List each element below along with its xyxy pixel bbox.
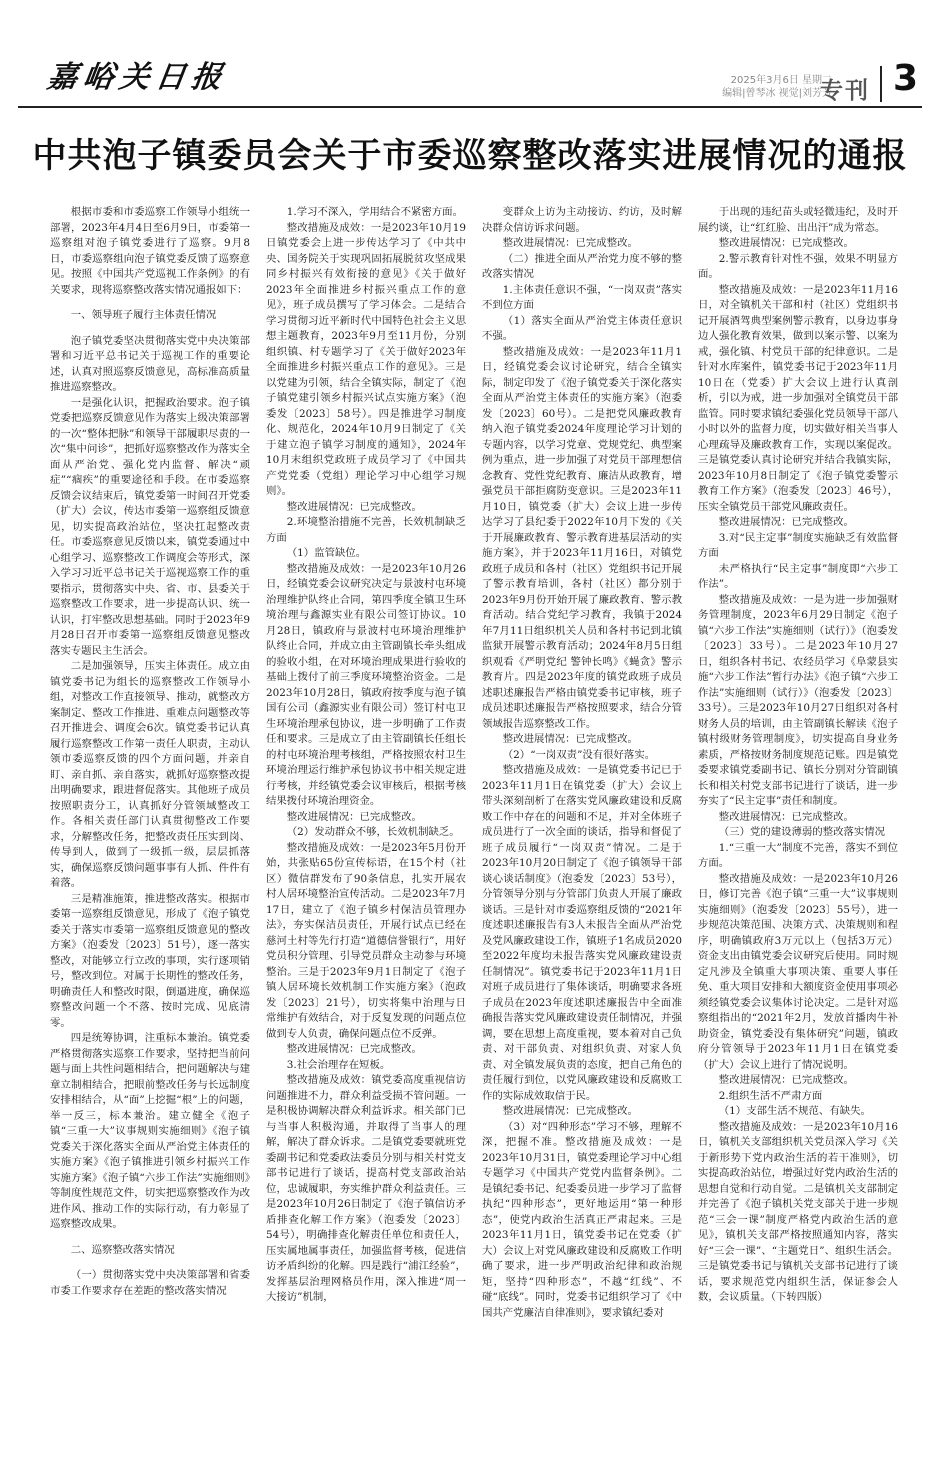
paragraph: 于出现的违纪苗头或轻微违纪，及时开展约谈，让“红红脸、出出汗”成为常态。: [698, 206, 898, 234]
masthead-rule: [18, 106, 922, 108]
paragraph: 四是统筹协调，注重标本兼治。镇党委严格贯彻落实巡察工作要求，坚持把当前问题与面上共性问题相结合，把问题解决与建章立制相结合，把眼前整改任务与长远制度安排相结合，从“面”上挖掘“根”上的问题，举一反三，标本兼治。建立健全《泡子镇“三重一大”议事规则实施细则》《泡子镇党委关于深化落实全面从严治党主体责任的实施方案》《泡子镇推进引领乡村振兴工作实施方案》《泡子镇“六步工作法”实施细则》等制度性规范文件，切实把巡察整改作为改进作风、推动工作的实际行动，有力彰显了巡察整改成果。: [50, 1032, 250, 1230]
editors-line: 编辑|曾琴冰 视觉|刘芳芳: [722, 88, 832, 99]
paragraph: 二是加强领导，压实主体责任。成立由镇党委书记为组长的巡察整改工作领导小组，对整改工作直接领导、推动，就整改方案制定、整改工作推进、重难点问题整改等召开推进会、调度会6次。镇党委书记认真履行巡察整改工作第一责任人职责，主动认领市委巡察反馈的四个方面问题，并亲自盯、亲自抓、亲自落实，就抓好巡察整改提出明确要求，跟进督促落实。其他班子成员按照职责分工，认真抓好分管领域整改工作。各相关责任部门认真贯彻整改工作要求，分解整改任务，把整改责任压实到岗、传导到人，做到了一级抓一级，层层抓落实，确保巡察反馈问题事事有人抓、件件有着落。: [50, 660, 250, 889]
paragraph: 根据市委和市委巡察工作领导小组统一部署，2023年4月4日至6月9日，市委第一巡察组对泡子镇党委进行了巡察。9月8日，市委巡察组向泡子镇党委反馈了巡察意见。按照《中国共产党巡视工作条例》的有关要求，现将巡察整改落实情况通报如下：: [50, 206, 250, 296]
paragraph: （1）落实全面从严治党主体责任意识不强。: [482, 314, 682, 342]
paragraph: （一）贯彻落实党中央决策部署和省委市委工作要求存在差距的整改落实情况: [50, 1269, 250, 1297]
paragraph: （2）发动群众不够，长效机制缺乏。: [286, 826, 460, 838]
paragraph: 3.对“民主定事”制度实施缺乏有效监督方面: [698, 531, 898, 559]
column-1: [50, 205, 250, 1460]
paragraph: （2）“一岗双责”没有很好落实。: [502, 748, 656, 761]
paragraph: 整改进展情况：已完成整改。: [502, 237, 638, 249]
paragraph: 泡子镇党委坚决贯彻落实党中央决策部署和习近平总书记关于巡视工作的重要论述，认真对照巡察反馈意见，高标准高质量推进巡察整改。: [50, 334, 250, 393]
paragraph: 2.警示教育针对性不强，效果不明显方面。: [698, 252, 898, 280]
column-3: [482, 205, 682, 1460]
paragraph: 整改进展情况：已完成整改。: [286, 810, 422, 823]
paragraph: 1.学习不深入，学用结合不紧密方面。: [286, 206, 463, 218]
paragraph: 整改进展情况：已完成整改。: [502, 733, 638, 745]
issue-date: 2025年3月6日 星期二: [730, 75, 832, 86]
section-heading: 一、领导班子履行主体责任情况: [70, 309, 217, 321]
paragraph: （1）监管缺位。: [286, 547, 367, 559]
masthead: [18, 52, 922, 106]
paragraph: 整改措施及成效：一是2023年10月26日，经镇党委会议研究决定与景波村屯环境治理维护队终止合同，第四季度全镇卫生环境治理与鑫源实业有限公司签订协议。10月28日，镇政府与景波村屯环境治理维护队终止合同，并成立由主管副镇长牵头组成的验收小组，在对环境治理成果进行验收的基础上拨付了前三季度环境整治资金。二是2023年10月28日，镇政府按季度与泡子镇国有公司（鑫源实业有限公司）签订村屯卫生环境治理承包协议，进一步明确了工作责任和要求。三是成立了由主管副镇长任组长的村屯环境治理考核组，严格按照农村卫生环境治理运行维护承包协议书中相关规定进行考核，并经镇党委会议审核后，根据考核结果拨付环境治理资金。: [266, 562, 466, 807]
paragraph: 整改措施及成效：一是2023年5月份开始，共张贴65份宣传标语，在15个村（社区）微信群发布了90条信息，扎实开展农村人居环境整治宣传活动。二是2023年7月17日，建立了《泡子镇乡村保洁员管理办法》，夯实保洁员责任，开展行试点已经在慈河土村等先行打造“道德信誉银行”，用好党员积分管理、引导党员群众主动参与环境整治。三是于2023年9月1日制定了《泡子镇人居环境长效机制工作实施方案》（泡政发〔2023〕21号），切实将集中治理与日常维护有效结合，对于反复发现的问题点位做到专人负责，确保问题点位不反弹。: [266, 841, 466, 1040]
paragraph: 2.组织生活不严肃方面: [718, 1089, 823, 1102]
section-name: 专刊: [820, 78, 870, 104]
paragraph: 1.“三重一大”制度不完善，落实不到位方面。: [698, 841, 898, 869]
issue-info: [722, 74, 832, 100]
paragraph: （1）支部生活不规范、有缺失。: [718, 1105, 871, 1117]
paragraph: （3）对“四种形态”学习不够，理解不深，把握不准。整改措施及成效：一是2023年10月31日，镇党委理论学习中心组专题学习《中国共产党党内监督条例》。二是镇纪委书记、纪委委员进一步学习了监督执纪“四种形态”，更好地运用“第一种形态”，使党内政治生活真正严肃起来。三是2023年11月1日，镇党委书记在党委（扩大）会议上对党风廉政建设和反腐败工作明确了要求，进一步严明政治纪律和政治规矩，坚持“四种形态”，不越“红线”、不碰“底线”。同时，党委书记组织学习了《中国共产党廉洁自律准则》，要求镇纪委对: [482, 1120, 682, 1319]
page-number: 3: [892, 58, 918, 99]
column-4: [698, 205, 898, 1460]
paragraph: 整改措施及成效：一是为进一步加强财务管理制度，2023年6月29日制定《泡子镇“六步工作法”实施细则（试行）》（泡委发〔2023〕33号）。二是2023年10月27日，组织各村书记、农经员学习《阜蒙县实施“六步工作法”暂行办法》《泡子镇“六步工作法”实施细则（试行）》（泡委发〔2023〕33号）。三是2023年10月27日组织对各村财务人员的培训，由主管副镇长解读《泡子镇村级财务管理制度》，切实提高自身业务素质，严格按财务制度规范记账。四是镇党委要求镇党委副书记、镇长分别对分管副镇长和相关村党支部书记进行了谈话，进一步夯实了“民主定事”责任和制度。: [698, 593, 898, 807]
paragraph: 整改措施及成效：一是2023年11月16日，对全镇机关干部和村（社区）党组织书记开展酒驾典型案例警示教育，以身边事身边人强化教育效果，做到以案示警、以案为戒，强化镇、村党员干部的纪律意识。二是针对水库案件，镇党委书记于2023年11月10日在（党委）扩大会议上进行认真剖析，引以为戒，进一步加强对全镇党员干部监管。同时要求镇纪委强化党员领导干部八小时以外的监督力度，切实做好相关当事人心理疏导及廉政教育工作，实现以案促改。三是镇党委认真讨论研究并结合我镇实际，2023年10月8日制定了《泡子镇党委警示教育工作方案》（泡委发〔2023〕46号），压实全镇党员干部党风廉政责任。: [698, 283, 898, 513]
paragraph: 整改措施及成效：一是2023年10月26日，修订完善《泡子镇“三重一大”议事规则实施细则》（泡委发〔2023〕55号），进一步规范决策范围、决策方式、决策规则和程序，明确镇政府3万元以上（包括3万元）资金支出由镇党委会议研究后使用。同时规定凡涉及全镇重大事项决策、重要人事任免、重大项目安排和大额度资金使用事项必须经镇党委会议集体讨论决定。二是针对巡察组指出的“2021年2月，发放首播肉牛补助资金，镇党委没有集体研究”问题，镇政府分管领导于2023年11月1日在镇党委（扩大）会议上进行了情况说明。: [698, 872, 898, 1071]
paragraph: 1.主体责任意识不强，“一岗双责”落实不到位方面: [482, 283, 682, 311]
newspaper-logo: 嘉峪关日报: [45, 60, 230, 95]
article-headline: 中共泡子镇委员会关于市委巡察整改落实进展情况的通报: [32, 136, 908, 176]
paragraph: 整改措施及成效：镇党委高度重视信访问题推进不力，群众利益受损不管问题。一是积极协调解决群众利益诉求。相关部门已与当事人积极沟通，并取得了当事人的理解，解决了群众诉求。二是镇党委要就班党委副书记和党委政法委员分别与相关村党支部书记进行了谈话，提高村党支部政治站位，忠诚履职，夯实维护群众利益责任。三是2023年10月26日制定了《泡子镇信访矛盾排查化解工作方案》（泡委发〔2023〕54号），明确排查化解责任单位和责任人，压实属地属事责任，加强监督考核，促进信访矛盾纠纷的化解。四是践行“浦江经验”，发挥基层治理网格员作用，深入推进“周一大接访”机制，: [266, 1074, 466, 1303]
paragraph: 三是精准施策，推进整改落实。根据市委第一巡察组反馈意见，形成了《泡子镇党委关于落实市委第一巡察组反馈意见的整改方案》（泡委发〔2023〕51号），逐一落实整改，对能够立行立改的事项，实行逐项销号，整改到位。对属于长期性的整改任务，明确责任人和整改时限，倒逼进度，确保巡察整改问题一个不落、按时完成、见底清零。: [50, 892, 250, 1029]
paragraph: 整改措施及成效：一是2023年10月16日，镇机关支部组织机关党员深入学习《关于新形势下党内政治生活的若干准则》，切实提高政治站位，增强过好党内政治生活的思想自觉和行动自觉。二是镇机关支部制定并完善了《泡子镇机关党支部关于进一步规范“三会一课”制度严格党内政治生活的意见》，镇机关支部严格按照通知内容，落实好“三会一课”、“主题党日”、组织生活会。三是镇党委书记与镇机关支部书记进行了谈话，要求规范党内组织生活，保证参会人数，会议质量。（下转四版）: [698, 1120, 898, 1303]
paragraph: 整改措施及成效：一是2023年10月19日镇党委会上进一步传达学习了《中共中央、国务院关于实现巩固拓展脱贫攻坚成果同乡村振兴有效衔接的意见》《关于做好2023年全面推进乡村振兴重点工作的意见》，班子成员撰写了学习体会。二是结合学习贯彻习近平新时代中国特色社会主义思想主题教育，2023年9月至11月份，分别组织镇、村专题学习了《关于做好2023年全面推进乡村振兴重点工作的意见》。三是以党建为引领，结合全镇实际，制定了《泡子镇党建引领乡村振兴试点实施方案》（泡委发〔2023〕58号）。四是推进学习制度化、规范化，2024年10月9日制定了《关于建立泡子镇学习制度的通知》，2024年10月末组织党政班子成员学习了《中国共产党党委（党组）理论学习中心组学习规则》。: [266, 221, 466, 497]
paragraph: 整改进展情况：已完成整改。: [718, 516, 854, 528]
paragraph: 2.环境整治措施不完善，长效机制缺乏方面: [266, 516, 466, 544]
paragraph: 整改进展情况：已完成整改。: [286, 1043, 422, 1055]
paragraph: 变群众上访为主动接访、约访，及时解决群众信访诉求问题。: [482, 206, 682, 234]
article-body: [50, 205, 900, 1460]
paragraph: 一是强化认识，把握政治要求。泡子镇党委把巡察反馈意见作为落实上级决策部署的一次“整体把脉”和领导干部履职尽责的一次“集中问诊”，把抓好巡察整改作为落实全面从严治党、强化党内监督、解决“顽症”“痼疾”的重要途径和手段。在市委巡察反馈会议结束后，镇党委第一时间召开党委（扩大）会议，传达市委第一巡察组反馈意见，切实提高政治站位，坚决扛起整改责任。市委巡察意见反馈以来，镇党委通过中心组学习、巡察整改工作调度会等形式，深入学习习近平总书记关于巡视巡察工作的重要指示，贯彻落实中央、省、市、县委关于巡察整改工作要求，进一步提高认识、统一认识，打牢整改思想基础。同时于2023年9月28日召开市委第一巡察组反馈意见整改落实专题民主生活会。: [50, 396, 250, 657]
paragraph: 整改进展情况：已完成整改。: [718, 810, 854, 823]
section-divider: [880, 66, 882, 102]
paragraph: 整改进展情况：已完成整改。: [718, 237, 854, 249]
paragraph: 整改进展情况：已完成整改。: [718, 1074, 854, 1086]
paragraph: 整改措施及成效：一是2023年11月1日，经镇党委会议讨论研究，结合全镇实际，制定印发了《泡子镇党委关于深化落实全面从严治党主体责任的实施方案》（泡委发〔2023〕60号）。二是把党风廉政教育纳入泡子镇党委2024年度理论学习计划的专题内容，以学习党章、党规党纪、典型案例为重点，进一步加强了对党员干部理想信念教育、党性党纪教育、廉洁从政教育，增强党员干部拒腐防变意识。三是2023年11月10日，镇党委（扩大）会议上进一步传达学习了县纪委于2022年10月下发的《关于开展廉政教育、警示教育进基层活动的实施方案》，并于2023年11月16日，对镇党政班子成员和各村（社区）党组织书记开展了警示教育培训，各村（社区）都分别于2023年9月份开始开展了廉政教育、警示教育活动。结合党纪学习教育，我镇于2024年7月11日组织机关人员和各村书记到北镇监狱开展警示教育活动；2024年8月5日组织观看《严明党纪 警钟长鸣》《蝇贪》警示教育片。四是2023年度的镇党政班子成员述职述廉报告严格由镇党委书记审核，班子成员述职述廉报告严格按照要求，结合分管领域报告巡察整改工作。: [482, 345, 682, 730]
paragraph: 整改进展情况：已完成整改。: [502, 1105, 638, 1117]
paragraph: （二）推进全面从严治党力度不够的整改落实情况: [482, 252, 682, 280]
paragraph: 整改进展情况：已完成整改。: [286, 500, 422, 513]
paragraph: 3.社会治理存在短板。: [286, 1058, 391, 1071]
section-heading: 二、巡察整改落实情况: [70, 1243, 175, 1256]
paragraph: 未严格执行“民主定事”制度即“六步工作法”。: [698, 562, 898, 590]
column-2: [266, 205, 466, 1460]
paragraph: （三）党的建设薄弱的整改落实情况: [718, 826, 886, 838]
paragraph: 整改措施及成效：一是镇党委书记已于2023年11月1日在镇党委（扩大）会议上带头深刻剖析了在落实党风廉政建设和反腐败工作中存在的问题和不足，并对全体班子成员进行了一次全面的谈话，指导和督促了班子成员履行“一岗双责”情况。二是于2023年10月20日制定了《泡子镇领导干部谈心谈话制度》（泡委发〔2023〕53号），分管领导分别与分管部门负责人开展了廉政谈话。三是针对市委巡察组反馈的“2021年度述职述廉报告有3人未报告全面从严治党及党风廉政建设工作，镇班子1名成员2020至2022年度均未报告落实党风廉政建设责任制情况”。镇党委书记于2023年11月1日对班子成员进行了集体谈话，明确要求各班子成员在2023年度述职述廉报告中全面准确报告落实党风廉政建设责任制情况，并强调，要在思想上高度重视，要本着对自己负责、对干部负责、对组织负责、对家人负责、对全镇发展负责的态度，把自己角色的责任履行到位，以党风廉政建设和反腐败工作的实际成效取信于民。: [482, 764, 682, 1102]
